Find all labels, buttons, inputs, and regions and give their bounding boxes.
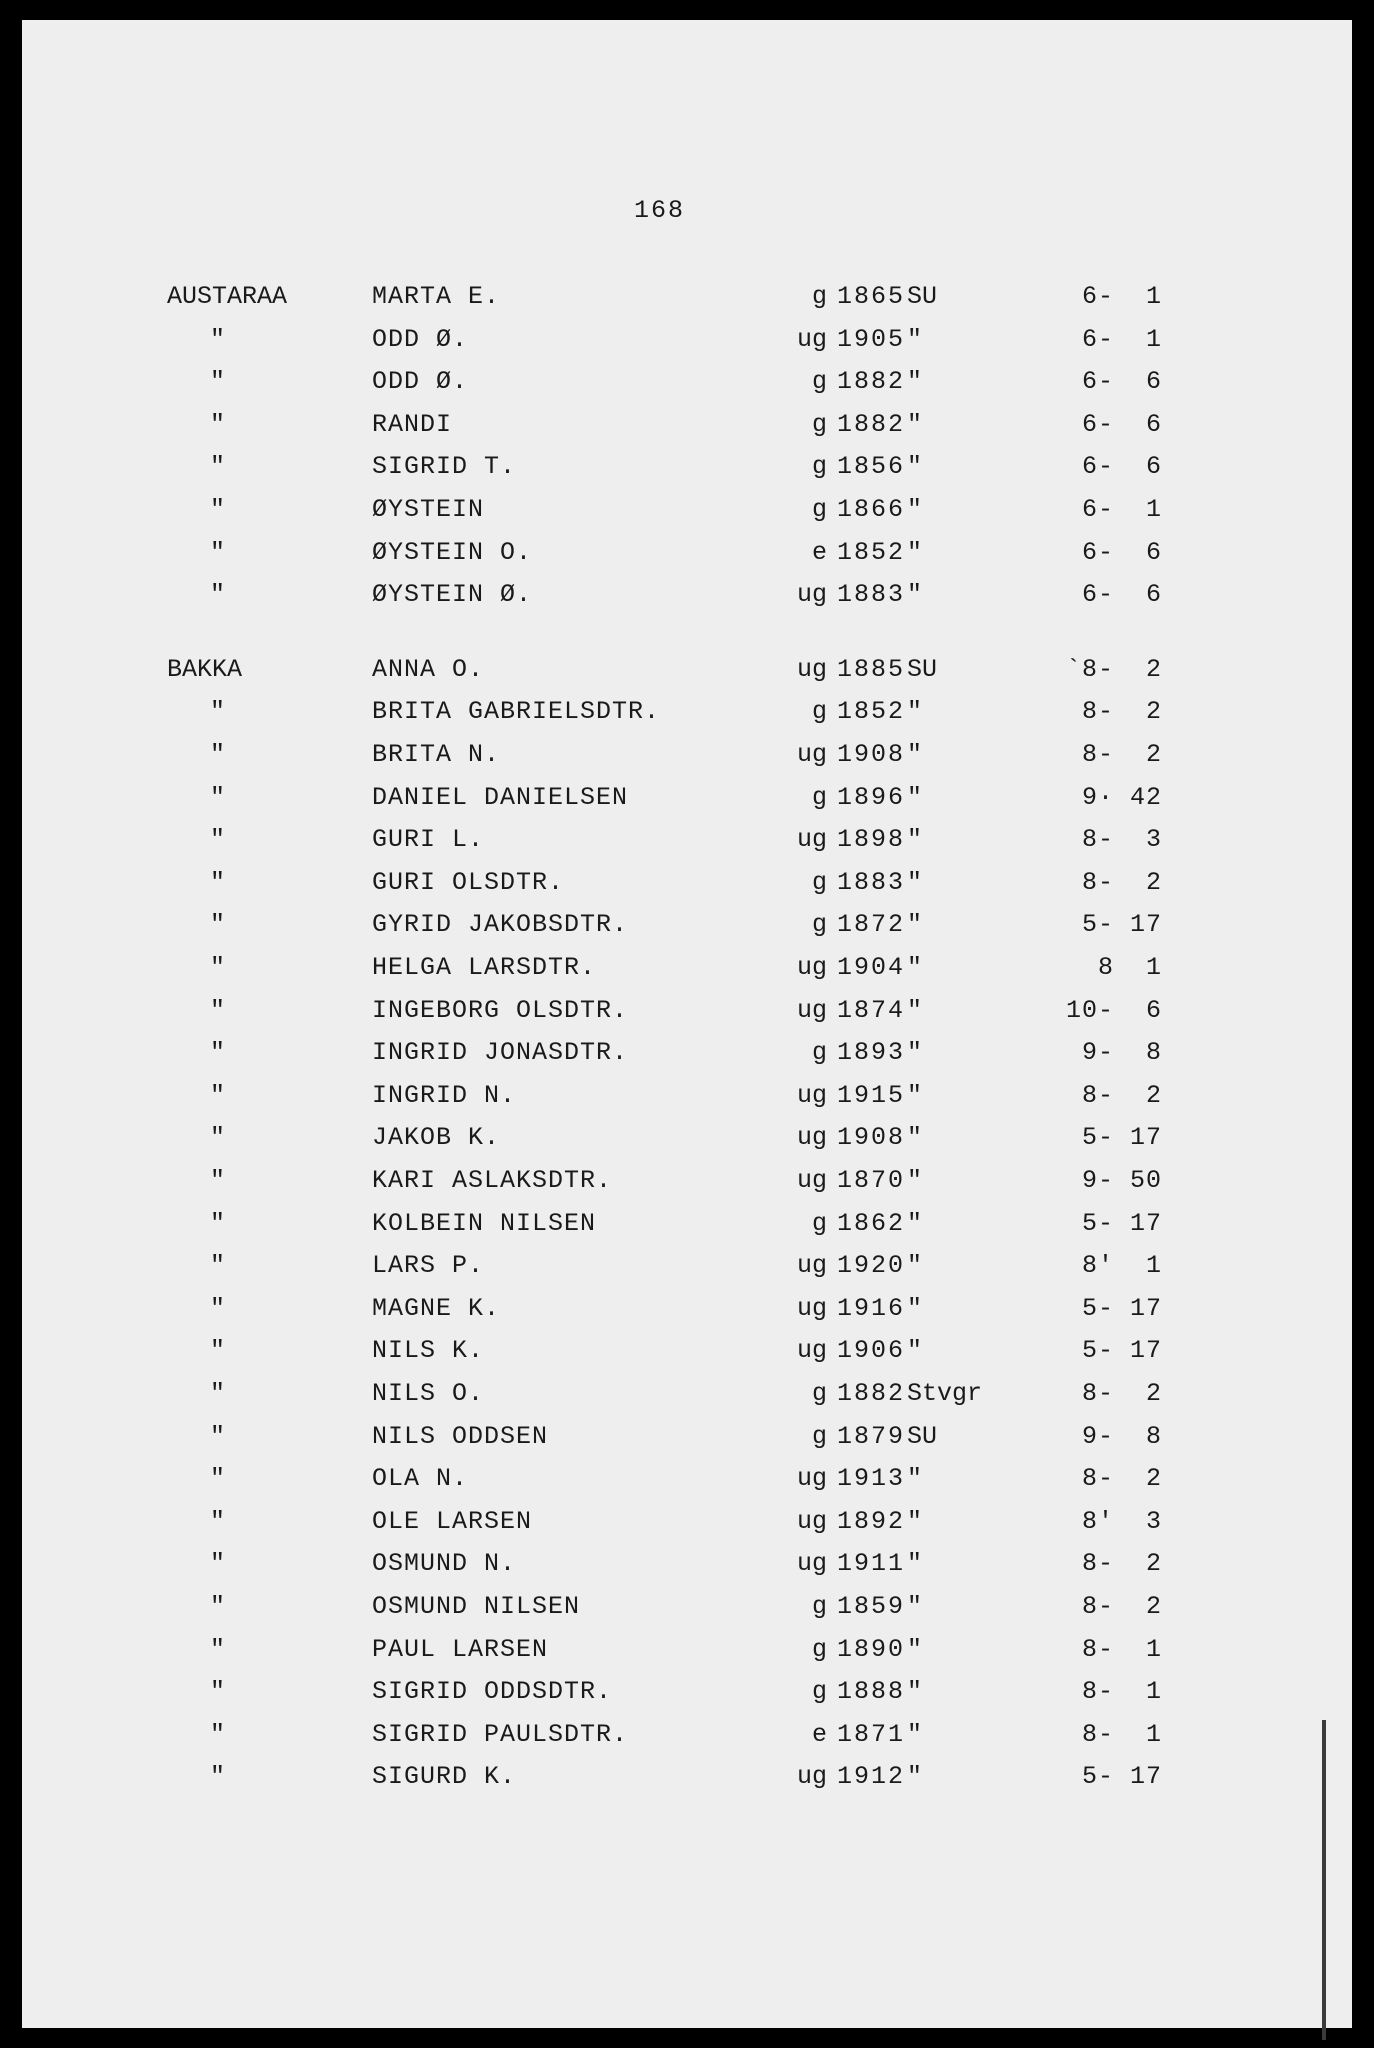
reference-cell: 5- 17: [1081, 1123, 1162, 1153]
register-row: [22, 1677, 1352, 1717]
year-cell: 1882: [837, 1379, 906, 1408]
year-cell: 1866: [837, 495, 906, 524]
location-cell: ": [907, 1166, 923, 1195]
page-edge-shadow: [1322, 1720, 1326, 2040]
reference-cell: 8- 2: [1081, 697, 1162, 727]
place-cell: ": [210, 1549, 226, 1579]
reference-cell: 6- 6: [1081, 580, 1162, 610]
name-cell: INGRID JONASDTR.: [372, 1038, 629, 1068]
register-row: [22, 740, 1352, 780]
register-row: [22, 367, 1352, 407]
register-row: [22, 1336, 1352, 1376]
register-row: [22, 1720, 1352, 1760]
status-cell: g: [811, 1421, 827, 1451]
year-cell: 1905: [837, 324, 906, 354]
register-row: [22, 1635, 1352, 1675]
reference-cell: 6- 1: [1081, 324, 1162, 354]
name-cell: NILS O.: [372, 1379, 485, 1408]
reference-cell: 5- 17: [1081, 1293, 1162, 1323]
year-cell: 1859: [837, 1592, 906, 1621]
register-row: [22, 580, 1352, 620]
reference-cell: 5- 17: [1081, 1762, 1162, 1792]
reference-cell: 8- 1: [1081, 1677, 1162, 1707]
register-row: [22, 1038, 1352, 1078]
place-cell: BAKKA: [167, 654, 243, 684]
name-cell: OLE LARSEN: [372, 1506, 533, 1536]
status-cell: g: [811, 1208, 827, 1238]
reference-cell: 8- 3: [1081, 825, 1162, 855]
document-page: [22, 20, 1352, 2028]
location-cell: ": [907, 409, 923, 439]
register-row: [22, 325, 1352, 365]
location-cell: ": [907, 867, 923, 897]
year-cell: 1870: [837, 1166, 906, 1195]
name-cell: GURI OLSDTR.: [372, 867, 565, 897]
status-cell: ug: [796, 953, 827, 982]
place-cell: ": [210, 1506, 226, 1536]
register-row: [22, 1762, 1352, 1802]
place-cell: ": [210, 1634, 226, 1664]
year-cell: 1862: [837, 1208, 906, 1238]
register-row: [22, 953, 1352, 993]
status-cell: ug: [796, 1336, 827, 1366]
reference-cell: 9- 8: [1081, 1421, 1162, 1451]
place-cell: ": [210, 1123, 226, 1153]
name-cell: NILS K.: [372, 1336, 485, 1366]
status-cell: e: [811, 1719, 827, 1749]
year-cell: 1879: [837, 1421, 906, 1451]
year-cell: 1882: [837, 367, 906, 397]
year-cell: 1882: [837, 409, 906, 439]
reference-cell: 6- 6: [1081, 367, 1162, 397]
status-cell: g: [811, 1379, 827, 1408]
name-cell: GURI L.: [372, 825, 485, 855]
reference-cell: 8- 2: [1081, 1464, 1162, 1494]
location-cell: ": [907, 1592, 923, 1621]
register-row: [22, 655, 1352, 695]
year-cell: 1904: [837, 953, 906, 982]
place-cell: ": [210, 495, 226, 524]
location-cell: ": [907, 495, 923, 524]
name-cell: SIGRID T.: [372, 452, 517, 482]
status-cell: g: [811, 409, 827, 439]
register-row: [22, 1166, 1352, 1206]
status-cell: g: [811, 282, 827, 311]
name-cell: JAKOB K.: [372, 1123, 501, 1153]
year-cell: 1856: [837, 452, 906, 482]
register-row: [22, 910, 1352, 950]
register-row: [22, 1549, 1352, 1589]
year-cell: 1872: [837, 910, 906, 940]
register-row: [22, 538, 1352, 578]
location-cell: ": [907, 740, 923, 769]
year-cell: 1920: [837, 1251, 906, 1281]
register-row: [22, 697, 1352, 737]
place-cell: ": [210, 367, 226, 397]
place-cell: ": [210, 995, 226, 1025]
status-cell: ug: [796, 1464, 827, 1494]
register-row: [22, 1507, 1352, 1547]
location-cell: SU: [907, 654, 938, 684]
location-cell: ": [907, 1336, 923, 1366]
status-cell: g: [811, 1677, 827, 1707]
status-cell: ug: [796, 1762, 827, 1792]
location-cell: ": [907, 537, 923, 567]
name-cell: ODD Ø.: [372, 367, 469, 397]
year-cell: 1911: [837, 1549, 906, 1579]
place-cell: ": [210, 1080, 226, 1110]
location-cell: ": [907, 1506, 923, 1536]
year-cell: 1883: [837, 580, 906, 610]
register-row: [22, 495, 1352, 535]
reference-cell: 6- 1: [1081, 282, 1162, 311]
name-cell: DANIEL DANIELSEN: [372, 782, 629, 812]
year-cell: 1885: [837, 654, 906, 684]
register-row: [22, 1209, 1352, 1249]
location-cell: SU: [907, 1421, 938, 1451]
name-cell: KOLBEIN NILSEN: [372, 1208, 597, 1238]
place-cell: AUSTARAA: [167, 282, 288, 311]
place-cell: ": [210, 537, 226, 567]
place-cell: ": [210, 324, 226, 354]
name-cell: MAGNE K.: [372, 1293, 501, 1323]
year-cell: 1871: [837, 1719, 906, 1749]
status-cell: e: [811, 537, 827, 567]
reference-cell: 8- 2: [1081, 1592, 1162, 1621]
register-row: [22, 1123, 1352, 1163]
place-cell: ": [210, 1719, 226, 1749]
status-cell: ug: [796, 654, 827, 684]
year-cell: 1874: [837, 995, 906, 1025]
register-row: [22, 282, 1352, 322]
location-cell: ": [907, 1080, 923, 1110]
name-cell: PAUL LARSEN: [372, 1634, 549, 1664]
reference-cell: `8- 2: [1065, 654, 1162, 684]
name-cell: NILS ODDSEN: [372, 1421, 549, 1451]
name-cell: BRITA N.: [372, 740, 501, 769]
place-cell: ": [210, 697, 226, 727]
status-cell: ug: [796, 1506, 827, 1536]
register-row: [22, 825, 1352, 865]
reference-cell: 8- 2: [1081, 740, 1162, 769]
place-cell: ": [210, 910, 226, 940]
place-cell: ": [210, 1464, 226, 1494]
year-cell: 1898: [837, 825, 906, 855]
location-cell: ": [907, 1762, 923, 1792]
name-cell: ØYSTEIN: [372, 495, 485, 524]
year-cell: 1915: [837, 1080, 906, 1110]
year-cell: 1865: [837, 282, 906, 311]
reference-cell: 6- 6: [1081, 409, 1162, 439]
reference-cell: 6- 1: [1081, 495, 1162, 524]
place-cell: ": [210, 1251, 226, 1281]
place-cell: ": [210, 1762, 226, 1792]
year-cell: 1888: [837, 1677, 906, 1707]
register-row: [22, 1251, 1352, 1291]
name-cell: SIGRID ODDSDTR.: [372, 1677, 613, 1707]
status-cell: g: [811, 495, 827, 524]
year-cell: 1906: [837, 1336, 906, 1366]
status-cell: g: [811, 367, 827, 397]
reference-cell: 5- 17: [1081, 1336, 1162, 1366]
register-row: [22, 1592, 1352, 1632]
location-cell: ": [907, 324, 923, 354]
name-cell: GYRID JAKOBSDTR.: [372, 910, 629, 940]
year-cell: 1852: [837, 697, 906, 727]
location-cell: ": [907, 580, 923, 610]
name-cell: BRITA GABRIELSDTR.: [372, 697, 661, 727]
place-cell: ": [210, 1677, 226, 1707]
location-cell: ": [907, 1634, 923, 1664]
location-cell: ": [907, 1208, 923, 1238]
year-cell: 1890: [837, 1634, 906, 1664]
location-cell: ": [907, 452, 923, 482]
reference-cell: 6- 6: [1081, 537, 1162, 567]
name-cell: INGEBORG OLSDTR.: [372, 995, 629, 1025]
status-cell: g: [811, 867, 827, 897]
status-cell: ug: [796, 995, 827, 1025]
reference-cell: 9· 42: [1081, 782, 1162, 812]
place-cell: ": [210, 782, 226, 812]
location-cell: ": [907, 995, 923, 1025]
status-cell: g: [811, 452, 827, 482]
year-cell: 1892: [837, 1506, 906, 1536]
status-cell: ug: [796, 1549, 827, 1579]
place-cell: ": [210, 867, 226, 897]
location-cell: ": [907, 953, 923, 982]
place-cell: ": [210, 1293, 226, 1323]
reference-cell: 8' 1: [1081, 1251, 1162, 1281]
location-cell: ": [907, 825, 923, 855]
place-cell: ": [210, 1592, 226, 1621]
year-cell: 1852: [837, 537, 906, 567]
register-row: [22, 783, 1352, 823]
year-cell: 1893: [837, 1038, 906, 1068]
register-row: [22, 1081, 1352, 1121]
place-cell: ": [210, 409, 226, 439]
name-cell: ØYSTEIN Ø.: [372, 580, 533, 610]
register-row: [22, 452, 1352, 492]
location-cell: Stvgr: [907, 1379, 983, 1408]
reference-cell: 8- 2: [1081, 1080, 1162, 1110]
location-cell: ": [907, 1293, 923, 1323]
status-cell: ug: [796, 580, 827, 610]
register-row: [22, 868, 1352, 908]
name-cell: HELGA LARSDTR.: [372, 953, 597, 982]
location-cell: ": [907, 1251, 923, 1281]
reference-cell: 10- 6: [1065, 995, 1162, 1025]
reference-cell: 5- 17: [1081, 1208, 1162, 1238]
reference-cell: 8- 2: [1081, 867, 1162, 897]
register-row: [22, 1379, 1352, 1419]
page-number: 168: [634, 196, 686, 225]
register-row: [22, 996, 1352, 1036]
place-cell: ": [210, 1379, 226, 1408]
status-cell: ug: [796, 1080, 827, 1110]
name-cell: RANDI: [372, 409, 453, 439]
name-cell: INGRID N.: [372, 1080, 517, 1110]
reference-cell: 9- 8: [1081, 1038, 1162, 1068]
name-cell: ODD Ø.: [372, 324, 469, 354]
register-row: [22, 1422, 1352, 1462]
status-cell: g: [811, 1038, 827, 1068]
status-cell: ug: [796, 1123, 827, 1153]
location-cell: ": [907, 697, 923, 727]
place-cell: ": [210, 1038, 226, 1068]
reference-cell: 9- 50: [1081, 1166, 1162, 1195]
register-row: [22, 1294, 1352, 1334]
name-cell: OSMUND NILSEN: [372, 1592, 581, 1621]
location-cell: ": [907, 1123, 923, 1153]
name-cell: SIGRID PAULSDTR.: [372, 1719, 629, 1749]
status-cell: ug: [796, 324, 827, 354]
status-cell: g: [811, 697, 827, 727]
place-cell: ": [210, 953, 226, 982]
status-cell: g: [811, 782, 827, 812]
reference-cell: 8' 3: [1081, 1506, 1162, 1536]
year-cell: 1883: [837, 867, 906, 897]
place-cell: ": [210, 740, 226, 769]
year-cell: 1912: [837, 1762, 906, 1792]
status-cell: ug: [796, 1166, 827, 1195]
status-cell: ug: [796, 740, 827, 769]
register-row: [22, 1464, 1352, 1504]
name-cell: OSMUND N.: [372, 1549, 517, 1579]
name-cell: LARS P.: [372, 1251, 485, 1281]
place-cell: ": [210, 1166, 226, 1195]
location-cell: ": [907, 1038, 923, 1068]
reference-cell: 8- 2: [1081, 1549, 1162, 1579]
status-cell: ug: [796, 1293, 827, 1323]
status-cell: g: [811, 1592, 827, 1621]
name-cell: ØYSTEIN O.: [372, 537, 533, 567]
place-cell: ": [210, 452, 226, 482]
reference-cell: 8 1: [1097, 953, 1162, 982]
reference-cell: 8- 2: [1081, 1379, 1162, 1408]
location-cell: ": [907, 782, 923, 812]
year-cell: 1908: [837, 740, 906, 769]
year-cell: 1908: [837, 1123, 906, 1153]
status-cell: ug: [796, 825, 827, 855]
place-cell: ": [210, 1336, 226, 1366]
name-cell: KARI ASLAKSDTR.: [372, 1166, 613, 1195]
reference-cell: 8- 1: [1081, 1634, 1162, 1664]
year-cell: 1896: [837, 782, 906, 812]
reference-cell: 8- 1: [1081, 1719, 1162, 1749]
register-row: [22, 410, 1352, 450]
year-cell: 1913: [837, 1464, 906, 1494]
location-cell: ": [907, 1677, 923, 1707]
status-cell: g: [811, 910, 827, 940]
location-cell: ": [907, 1549, 923, 1579]
name-cell: SIGURD K.: [372, 1762, 517, 1792]
location-cell: ": [907, 910, 923, 940]
place-cell: ": [210, 580, 226, 610]
location-cell: SU: [907, 282, 938, 311]
reference-cell: 6- 6: [1081, 452, 1162, 482]
location-cell: ": [907, 1464, 923, 1494]
status-cell: ug: [796, 1251, 827, 1281]
place-cell: ": [210, 1421, 226, 1451]
name-cell: MARTA E.: [372, 282, 501, 311]
place-cell: ": [210, 825, 226, 855]
name-cell: ANNA O.: [372, 654, 485, 684]
location-cell: ": [907, 367, 923, 397]
year-cell: 1916: [837, 1293, 906, 1323]
reference-cell: 5- 17: [1081, 910, 1162, 940]
name-cell: OLA N.: [372, 1464, 469, 1494]
status-cell: g: [811, 1634, 827, 1664]
location-cell: ": [907, 1719, 923, 1749]
place-cell: ": [210, 1208, 226, 1238]
